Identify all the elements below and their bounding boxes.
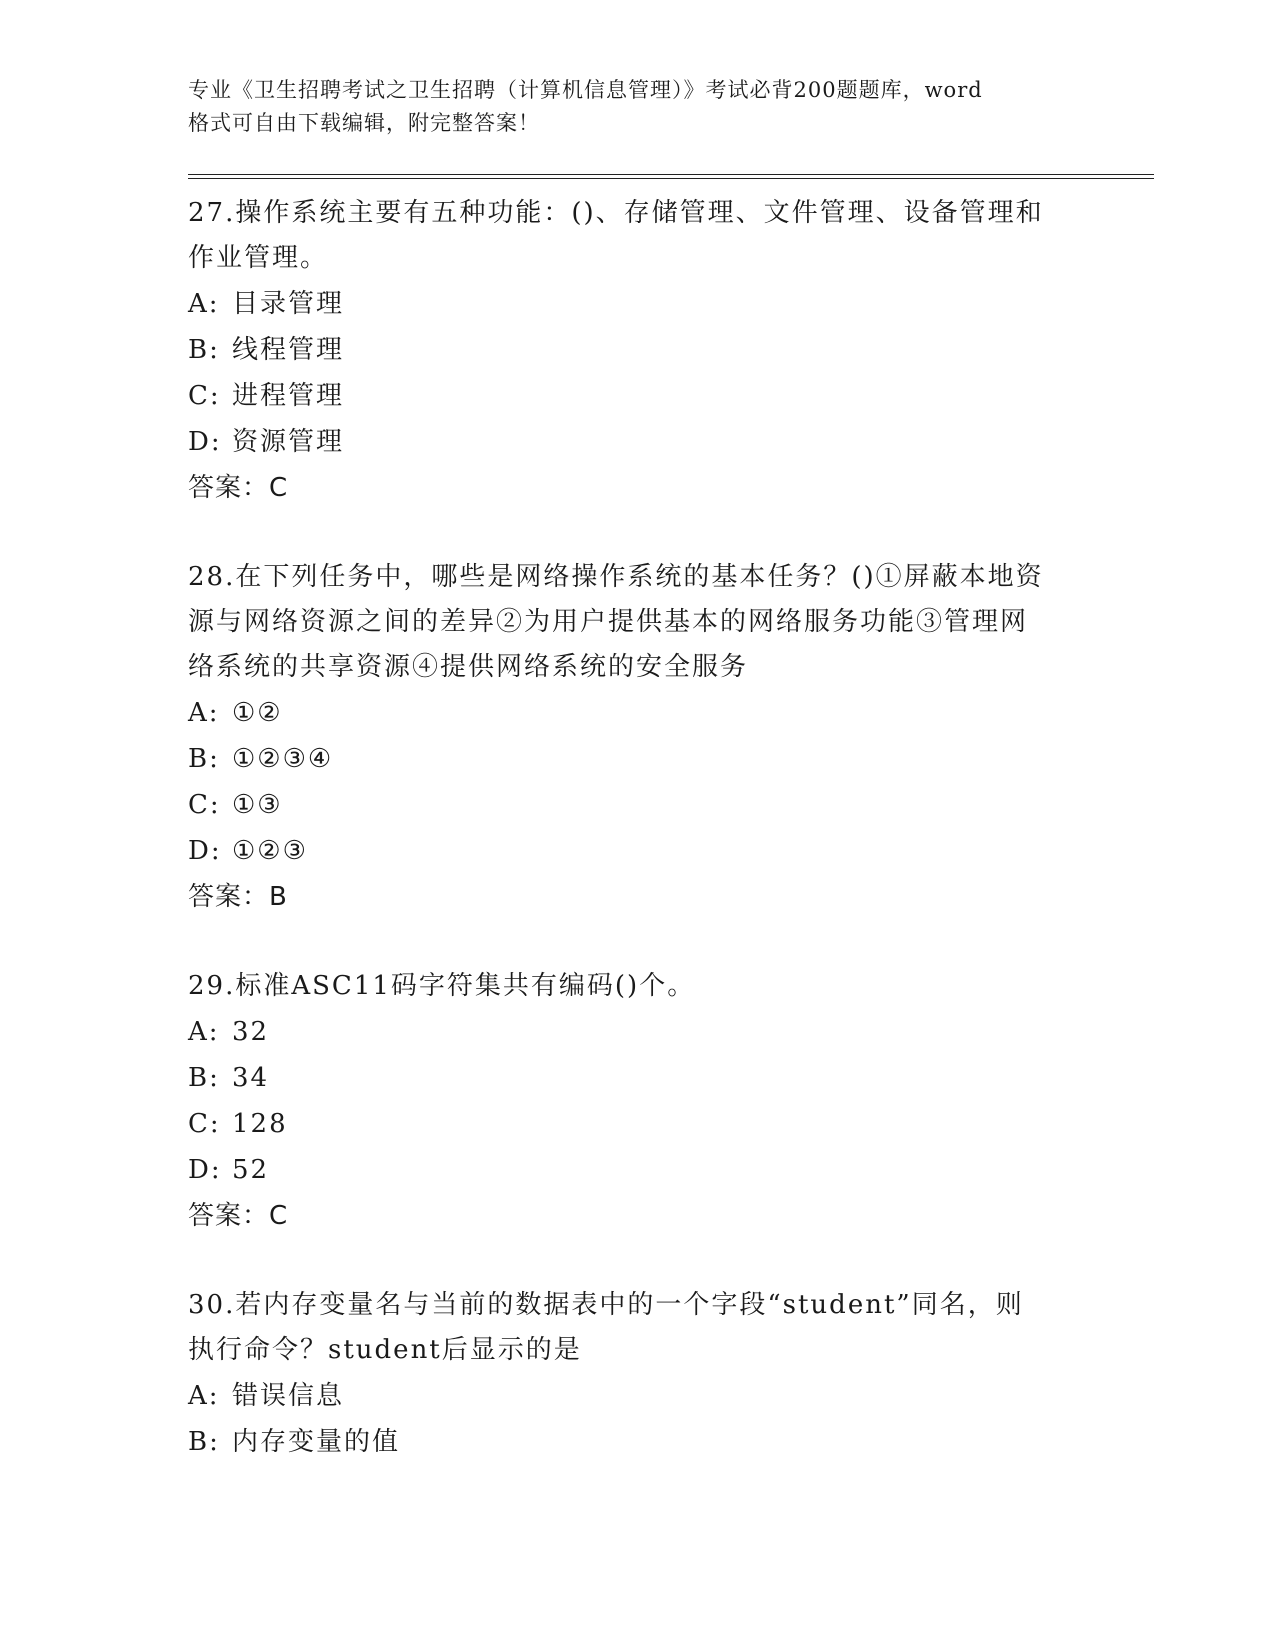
question-stem-line: 源与网络资源之间的差异②为用户提供基本的网络服务功能③管理网 — [188, 607, 1029, 637]
option-text: ①②③④ — [232, 744, 334, 774]
option-text: 资源管理 — [232, 427, 345, 457]
option-label: A: — [188, 1017, 220, 1047]
document-header — [188, 74, 1088, 140]
option-label: C: — [188, 381, 221, 411]
option-text: ①②③ — [232, 836, 308, 866]
option-label: B: — [188, 1427, 220, 1457]
option-text: 内存变量的值 — [232, 1427, 401, 1457]
option-label: D: — [188, 427, 222, 457]
option-a — [188, 1009, 1088, 1055]
option-list — [188, 281, 1088, 465]
option-a — [188, 1373, 1088, 1419]
option-text: 34 — [232, 1063, 270, 1093]
option-text: 32 — [232, 1017, 270, 1047]
answer-line: 答案：C — [188, 1201, 289, 1231]
option-list — [188, 1009, 1088, 1193]
question-stem-line: 络系统的共享资源④提供网络系统的安全服务 — [188, 652, 749, 682]
option-text: 128 — [232, 1109, 288, 1139]
header-line-1: 专业《卫生招聘考试之卫生招聘（计算机信息管理）》考试必背200题题库，word — [188, 78, 983, 102]
question-stem-line: 30.若内存变量名与当前的数据表中的一个字段“student”同名，则 — [188, 1290, 1024, 1320]
question-28 — [188, 555, 1088, 920]
answer-line: 答案：B — [188, 882, 288, 912]
option-b — [188, 736, 1088, 782]
option-text: ①③ — [232, 790, 283, 820]
option-text: 错误信息 — [232, 1381, 345, 1411]
question-stem-line: 29.标准ASC11码字符集共有编码()个。 — [188, 971, 696, 1001]
option-b — [188, 1055, 1088, 1101]
option-label: A: — [188, 1381, 220, 1411]
question-27 — [188, 191, 1088, 511]
option-b — [188, 327, 1088, 373]
option-a — [188, 690, 1088, 736]
option-list — [188, 690, 1088, 874]
question-30 — [188, 1283, 1088, 1465]
option-label: D: — [188, 836, 222, 866]
question-stem-line: 执行命令？student后显示的是 — [188, 1335, 582, 1365]
option-label: B: — [188, 1063, 220, 1093]
option-a — [188, 281, 1088, 327]
answer-line: 答案：C — [188, 473, 289, 503]
option-c — [188, 373, 1088, 419]
header-line-2: 格式可自由下载编辑，附完整答案！ — [188, 111, 540, 135]
question-stem-line: 28.在下列任务中，哪些是网络操作系统的基本任务？()①屏蔽本地资 — [188, 562, 1044, 592]
option-label: B: — [188, 335, 220, 365]
option-label: D: — [188, 1155, 222, 1185]
option-c — [188, 782, 1088, 828]
option-d — [188, 1147, 1088, 1193]
option-text: 进程管理 — [232, 381, 345, 411]
option-label: A: — [188, 289, 220, 319]
question-29 — [188, 964, 1088, 1239]
header-double-rule — [188, 174, 1154, 179]
question-stem-line: 作业管理。 — [188, 243, 329, 273]
option-label: C: — [188, 790, 221, 820]
question-stem-line: 27.操作系统主要有五种功能：()、存储管理、文件管理、设备管理和 — [188, 198, 1044, 228]
option-d — [188, 419, 1088, 465]
option-list — [188, 1373, 1088, 1465]
option-d — [188, 828, 1088, 874]
option-text: 线程管理 — [232, 335, 345, 365]
option-text: 目录管理 — [232, 289, 345, 319]
option-c — [188, 1101, 1088, 1147]
option-label: B: — [188, 744, 220, 774]
document-page — [188, 74, 1088, 1465]
option-text: 52 — [232, 1155, 270, 1185]
option-label: A: — [188, 698, 220, 728]
option-text: ①② — [232, 698, 283, 728]
option-label: C: — [188, 1109, 221, 1139]
option-b — [188, 1419, 1088, 1465]
